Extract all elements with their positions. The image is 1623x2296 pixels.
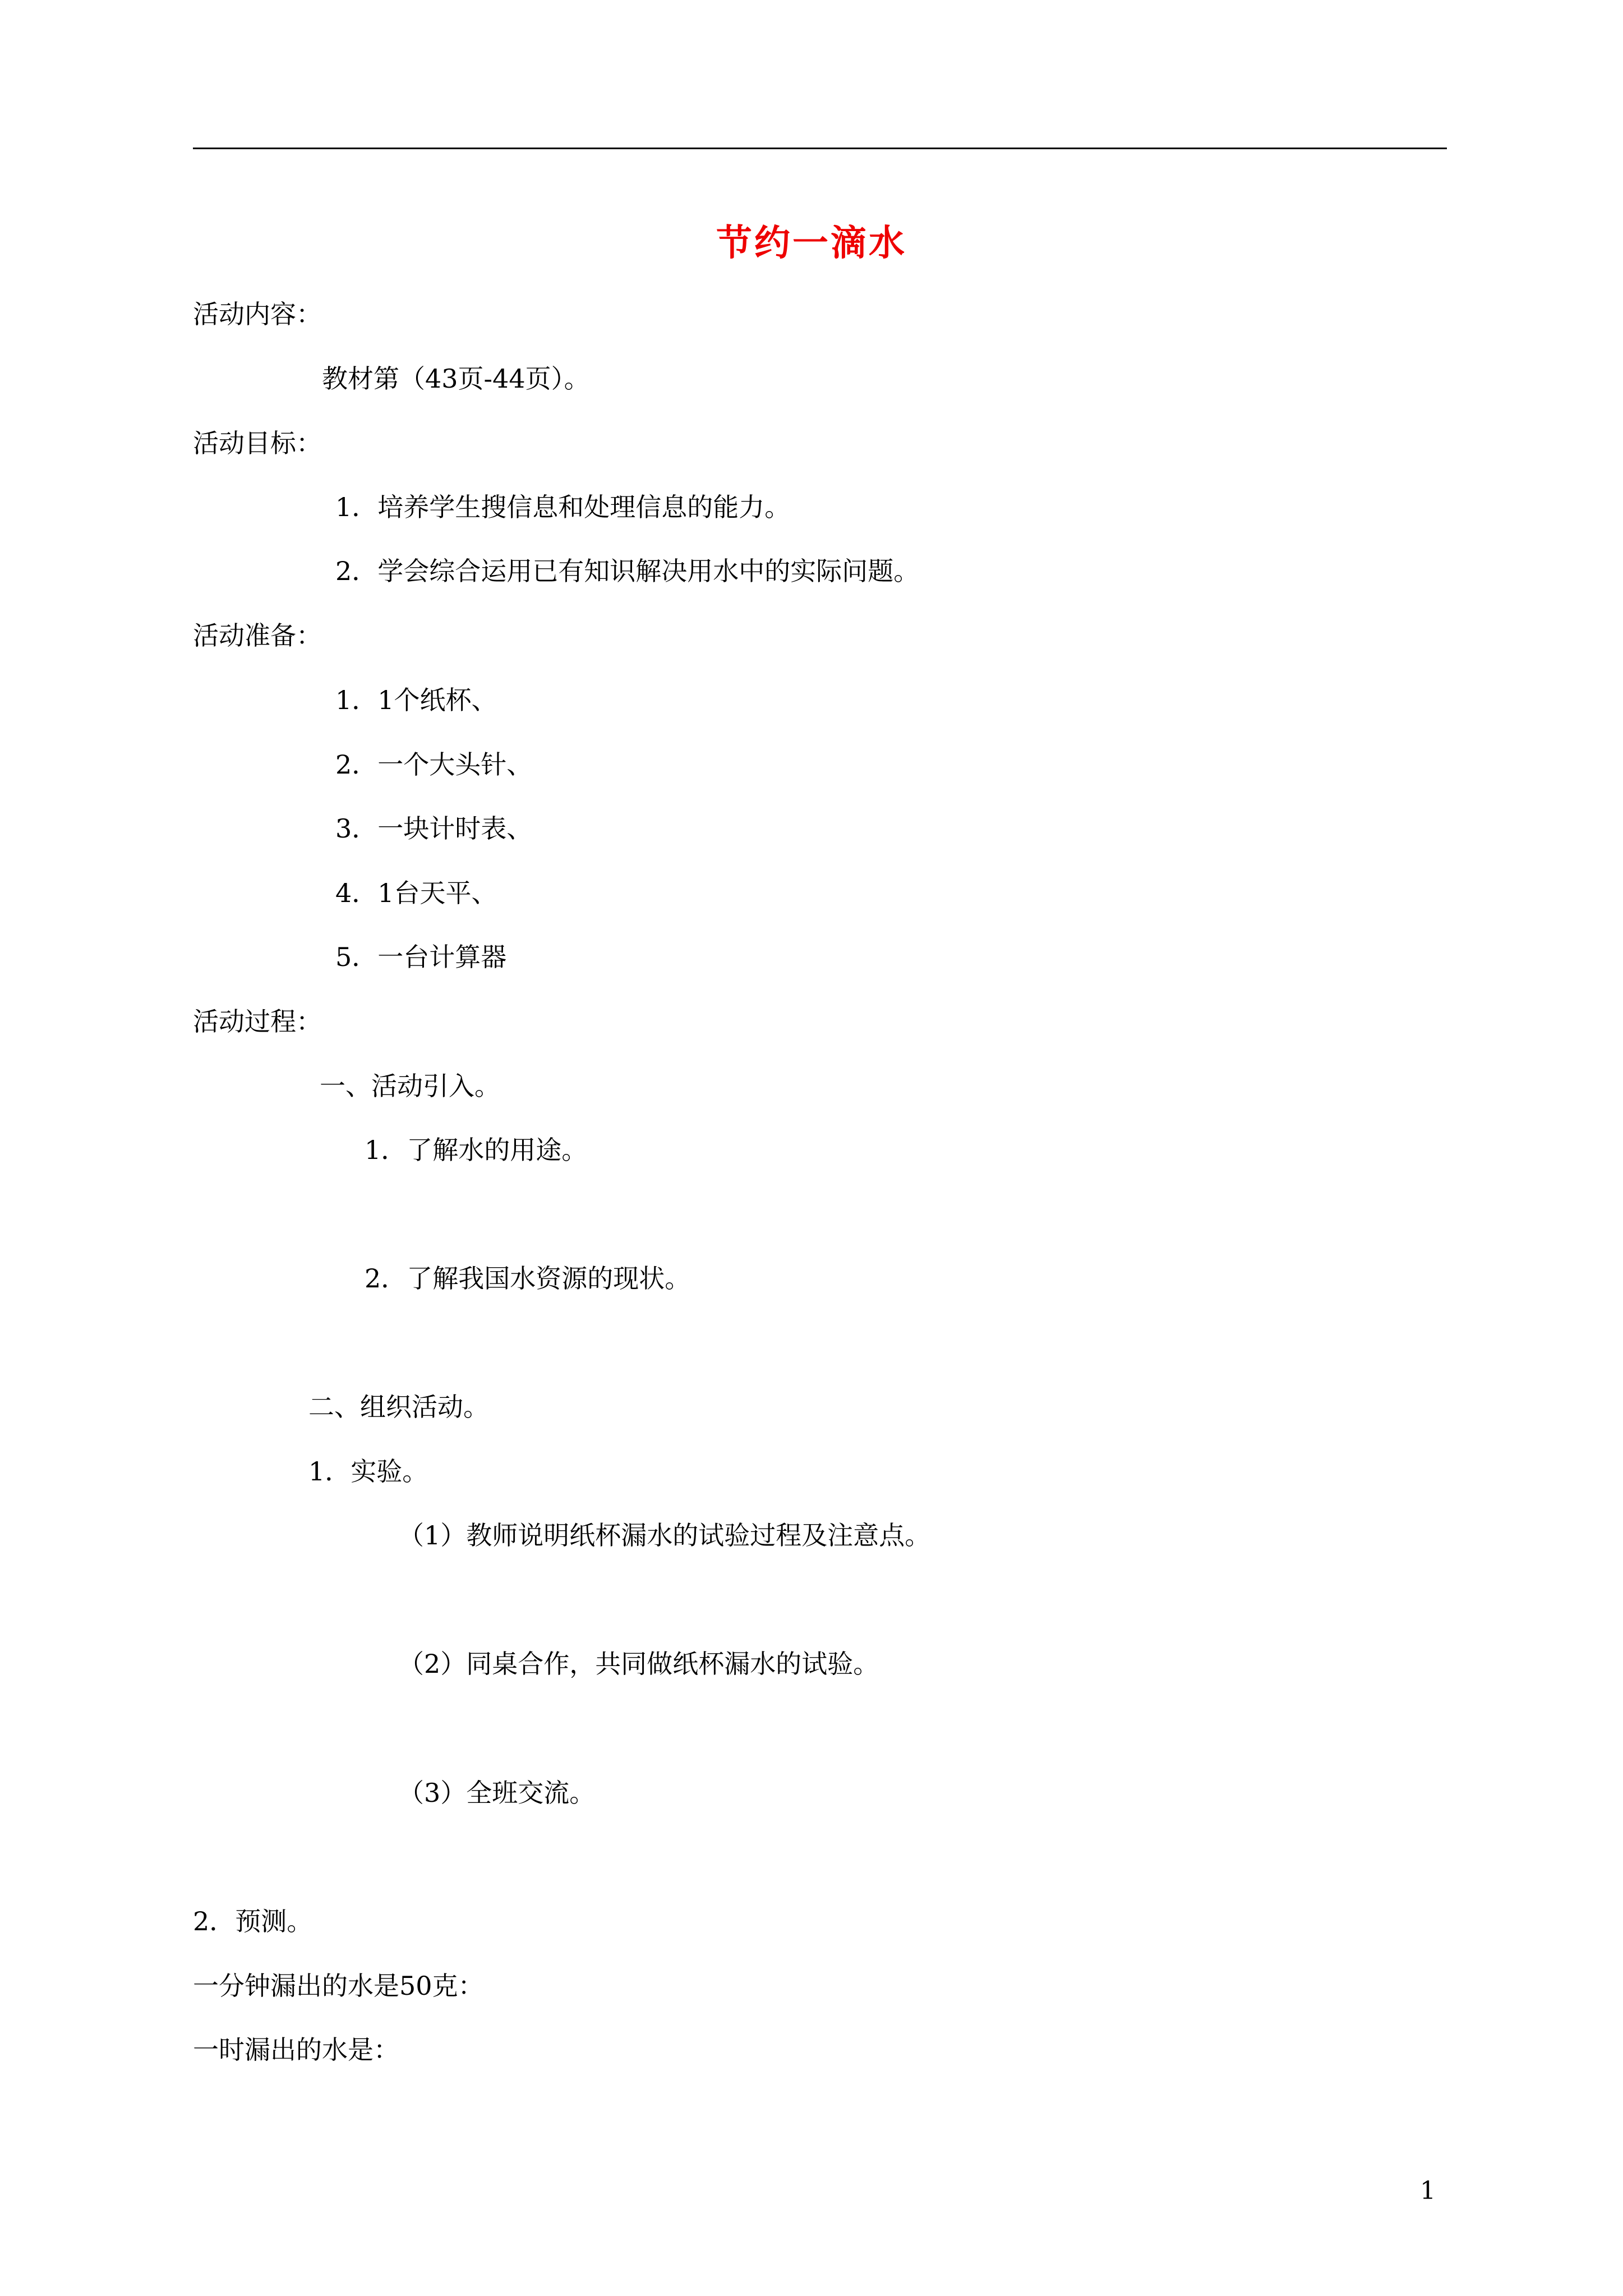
section-heading-process: 活动过程： bbox=[193, 1006, 322, 1037]
goal-item: 1．培养学生搜信息和处理信息的能力。 bbox=[335, 492, 791, 522]
step-heading: 1．实验。 bbox=[308, 1456, 428, 1487]
part-heading: 二、组织活动。 bbox=[308, 1392, 489, 1422]
sub-step: （3）全班交流。 bbox=[398, 1778, 596, 1808]
part-item: 1．了解水的用途。 bbox=[365, 1135, 588, 1165]
prep-item: 3．一块计时表、 bbox=[335, 813, 533, 844]
sub-step: （1）教师说明纸杯漏水的试验过程及注意点。 bbox=[398, 1520, 931, 1550]
prep-item: 1．1个纸杯、 bbox=[335, 685, 497, 715]
sub-step: （2）同桌合作，共同做纸杯漏水的试验。 bbox=[398, 1649, 879, 1679]
step-heading: 2．预测。 bbox=[193, 1906, 313, 1936]
page-number: 1 bbox=[1420, 2177, 1436, 2205]
prep-item: 2．一个大头针、 bbox=[335, 749, 533, 780]
part-item: 2．了解我国水资源的现状。 bbox=[365, 1263, 691, 1294]
prep-item: 4．1台天平、 bbox=[335, 878, 497, 908]
section-heading-content: 活动内容： bbox=[193, 299, 322, 329]
document-title: 节约一滴水 bbox=[716, 222, 907, 264]
content-text: 教材第（43页-44页）。 bbox=[322, 364, 590, 394]
section-heading-prep: 活动准备： bbox=[193, 620, 322, 651]
predict-line: 一时漏出的水是： bbox=[193, 2035, 399, 2065]
section-heading-goals: 活动目标： bbox=[193, 428, 322, 458]
goal-item: 2．学会综合运用已有知识解决用水中的实际问题。 bbox=[335, 556, 920, 586]
header-rule bbox=[193, 148, 1447, 149]
predict-line: 一分钟漏出的水是50克： bbox=[193, 1971, 484, 2001]
prep-item: 5．一台计算器 bbox=[335, 942, 507, 972]
part-heading: 一、活动引入。 bbox=[320, 1071, 500, 1101]
